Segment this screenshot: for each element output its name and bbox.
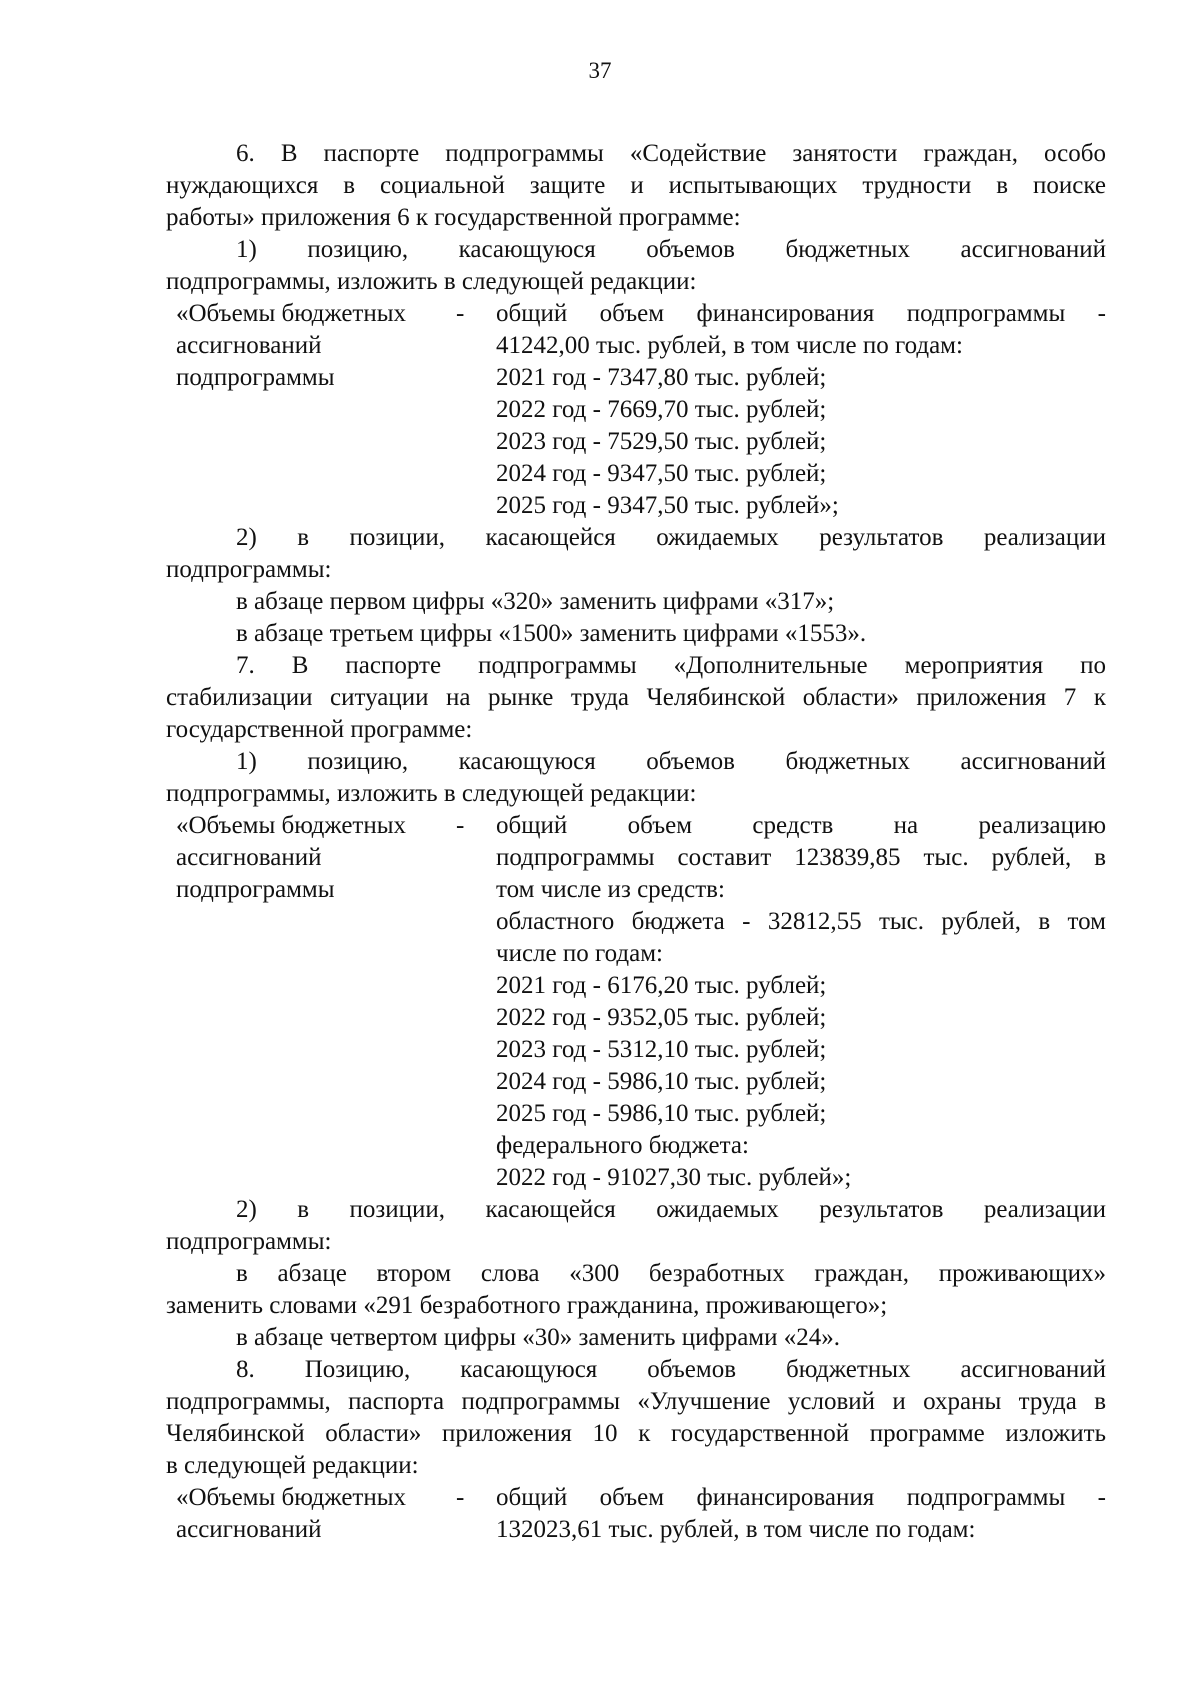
- budget-table-value: 2024 год - 9347,50 тыс. рублей;: [496, 460, 827, 487]
- budget-table-label: [166, 1130, 456, 1162]
- page-number: 37: [588, 58, 612, 83]
- budget-table-dash: [456, 874, 496, 906]
- budget-table-label: ассигнований: [176, 844, 322, 871]
- budget-table-dash: [456, 1514, 496, 1546]
- budget-table-label: ассигнований: [176, 1516, 322, 1543]
- paragraph-line: в абзаце втором слова «300 безработных граждан, проживающих»: [236, 1260, 1106, 1287]
- budget-table-row: [166, 298, 1106, 330]
- budget-table-dash: [456, 330, 496, 362]
- budget-table-value: том числе из средств:: [496, 876, 725, 903]
- budget-table-label: [166, 1002, 456, 1034]
- budget-table-label: ассигнований: [176, 332, 322, 359]
- budget-table-value: областного бюджета - 32812,55 тыс. рублей, в том: [496, 908, 1106, 935]
- budget-table-dash: [456, 970, 496, 1002]
- budget-table-label: [166, 1162, 456, 1194]
- budget-table-row: [166, 330, 1106, 362]
- budget-table-row: [166, 1066, 1106, 1098]
- budget-table-label: [166, 1098, 456, 1130]
- budget-table-label: «Объемы бюджетных: [176, 300, 407, 327]
- budget-table-value: общий объем финансирования подпрограммы -: [496, 1484, 1106, 1511]
- budget-table-row: [166, 906, 1106, 938]
- paragraph-line: в следующей редакции:: [166, 1452, 419, 1479]
- budget-table-row: [166, 810, 1106, 842]
- paragraph-line: 6. В паспорте подпрограммы «Содействие занятости граждан, особо: [236, 140, 1106, 167]
- budget-table-value: 2022 год - 91027,30 тыс. рублей»;: [496, 1164, 852, 1191]
- paragraph-line: подпрограммы:: [166, 556, 332, 583]
- paragraph-line: 1) позицию, касающуюся объемов бюджетных ассигнований: [236, 748, 1106, 775]
- budget-table-label: [166, 938, 456, 970]
- budget-table-label: [166, 490, 456, 522]
- budget-table-value: 2025 год - 5986,10 тыс. рублей;: [496, 1100, 827, 1127]
- budget-table-row: [166, 842, 1106, 874]
- paragraph-line: 8. Позицию, касающуюся объемов бюджетных ассигнований: [236, 1356, 1106, 1383]
- budget-table-row: [166, 1482, 1106, 1514]
- paragraph-line: в абзаце четвертом цифры «30» заменить цифрами «24».: [236, 1324, 841, 1351]
- budget-table-value: 2023 год - 7529,50 тыс. рублей;: [496, 428, 827, 455]
- budget-table-value: 2021 год - 6176,20 тыс. рублей;: [496, 972, 827, 999]
- paragraph-line: заменить словами «291 безработного гражданина, проживающего»;: [166, 1292, 888, 1319]
- paragraph-line: 2) в позиции, касающейся ожидаемых результатов реализации: [236, 1196, 1106, 1223]
- paragraph-line: подпрограммы:: [166, 1228, 332, 1255]
- budget-table-dash: [456, 1162, 496, 1194]
- budget-table-value: 2025 год - 9347,50 тыс. рублей»;: [496, 492, 839, 519]
- paragraph-line: подпрограммы, изложить в следующей редакции:: [166, 268, 697, 295]
- budget-table-dash: -: [456, 812, 465, 839]
- budget-table-value: 2022 год - 7669,70 тыс. рублей;: [496, 396, 827, 423]
- budget-table-row: [166, 362, 1106, 394]
- paragraph-line: 7. В паспорте подпрограммы «Дополнительные мероприятия по: [236, 652, 1106, 679]
- budget-table-label: подпрограммы: [176, 364, 335, 391]
- budget-table-row: [166, 490, 1106, 522]
- budget-table-label: [166, 970, 456, 1002]
- budget-table-dash: [456, 490, 496, 522]
- budget-table-value: общий объем финансирования подпрограммы -: [496, 300, 1106, 327]
- paragraph-line: подпрограммы, паспорта подпрограммы «Улучшение условий и охраны труда в: [166, 1388, 1106, 1415]
- budget-table-dash: [456, 906, 496, 938]
- budget-table-dash: [456, 842, 496, 874]
- budget-table-value: федерального бюджета:: [496, 1132, 749, 1159]
- paragraph-line: в абзаце первом цифры «320» заменить цифрами «317»;: [236, 588, 835, 615]
- paragraph-line: стабилизации ситуации на рынке труда Челябинской области» приложения 7 к: [166, 684, 1106, 711]
- budget-table-value: 2024 год - 5986,10 тыс. рублей;: [496, 1068, 827, 1095]
- budget-table-value: 2021 год - 7347,80 тыс. рублей;: [496, 364, 827, 391]
- budget-table-value: общий объем средств на реализацию: [496, 812, 1106, 839]
- budget-table-row: [166, 1002, 1106, 1034]
- paragraph-line: Челябинской области» приложения 10 к государственной программе изложить: [166, 1420, 1106, 1447]
- budget-table-dash: -: [456, 1484, 465, 1511]
- budget-table-row: [166, 426, 1106, 458]
- budget-table-dash: [456, 426, 496, 458]
- budget-table-row: [166, 1130, 1106, 1162]
- budget-table-dash: [456, 394, 496, 426]
- budget-table-label: [166, 426, 456, 458]
- budget-table-row: [166, 1514, 1106, 1546]
- document-body: [166, 138, 1106, 1546]
- budget-table-row: [166, 458, 1106, 490]
- budget-table-value: 132023,61 тыс. рублей, в том числе по годам:: [496, 1516, 976, 1543]
- budget-table-value: подпрограммы составит 123839,85 тыс. рублей, в: [496, 844, 1106, 871]
- budget-table-row: [166, 1098, 1106, 1130]
- budget-table-dash: -: [456, 300, 465, 327]
- budget-table-label: подпрограммы: [176, 876, 335, 903]
- budget-table-dash: [456, 362, 496, 394]
- budget-table-value: 2022 год - 9352,05 тыс. рублей;: [496, 1004, 827, 1031]
- budget-table-dash: [456, 1002, 496, 1034]
- budget-table-dash: [456, 1130, 496, 1162]
- paragraph-line: в абзаце третьем цифры «1500» заменить цифрами «1553».: [236, 620, 867, 647]
- budget-table-value: числе по годам:: [496, 940, 663, 967]
- paragraph-line: государственной программе:: [166, 716, 473, 743]
- budget-table-dash: [456, 458, 496, 490]
- budget-table-dash: [456, 1034, 496, 1066]
- paragraph-line: нуждающихся в социальной защите и испытывающих трудности в поиске: [166, 172, 1106, 199]
- budget-table-row: [166, 970, 1106, 1002]
- paragraph-line: подпрограммы, изложить в следующей редакции:: [166, 780, 697, 807]
- budget-table-label: [166, 394, 456, 426]
- budget-table-dash: [456, 1098, 496, 1130]
- budget-table-label: [166, 1034, 456, 1066]
- budget-table-label: «Объемы бюджетных: [176, 1484, 407, 1511]
- budget-table-dash: [456, 1066, 496, 1098]
- budget-table-row: [166, 394, 1106, 426]
- budget-table-value: 41242,00 тыс. рублей, в том числе по годам:: [496, 332, 963, 359]
- budget-table-value: 2023 год - 5312,10 тыс. рублей;: [496, 1036, 827, 1063]
- paragraph-line: работы» приложения 6 к государственной программе:: [166, 204, 741, 231]
- budget-table-dash: [456, 938, 496, 970]
- budget-table-row: [166, 874, 1106, 906]
- budget-table-label: «Объемы бюджетных: [176, 812, 407, 839]
- budget-table-label: [166, 458, 456, 490]
- budget-table-row: [166, 1034, 1106, 1066]
- paragraph-line: 1) позицию, касающуюся объемов бюджетных ассигнований: [236, 236, 1106, 263]
- budget-table-row: [166, 1162, 1106, 1194]
- paragraph-line: 2) в позиции, касающейся ожидаемых результатов реализации: [236, 524, 1106, 551]
- budget-table-label: [166, 906, 456, 938]
- budget-table-label: [166, 1066, 456, 1098]
- budget-table-row: [166, 938, 1106, 970]
